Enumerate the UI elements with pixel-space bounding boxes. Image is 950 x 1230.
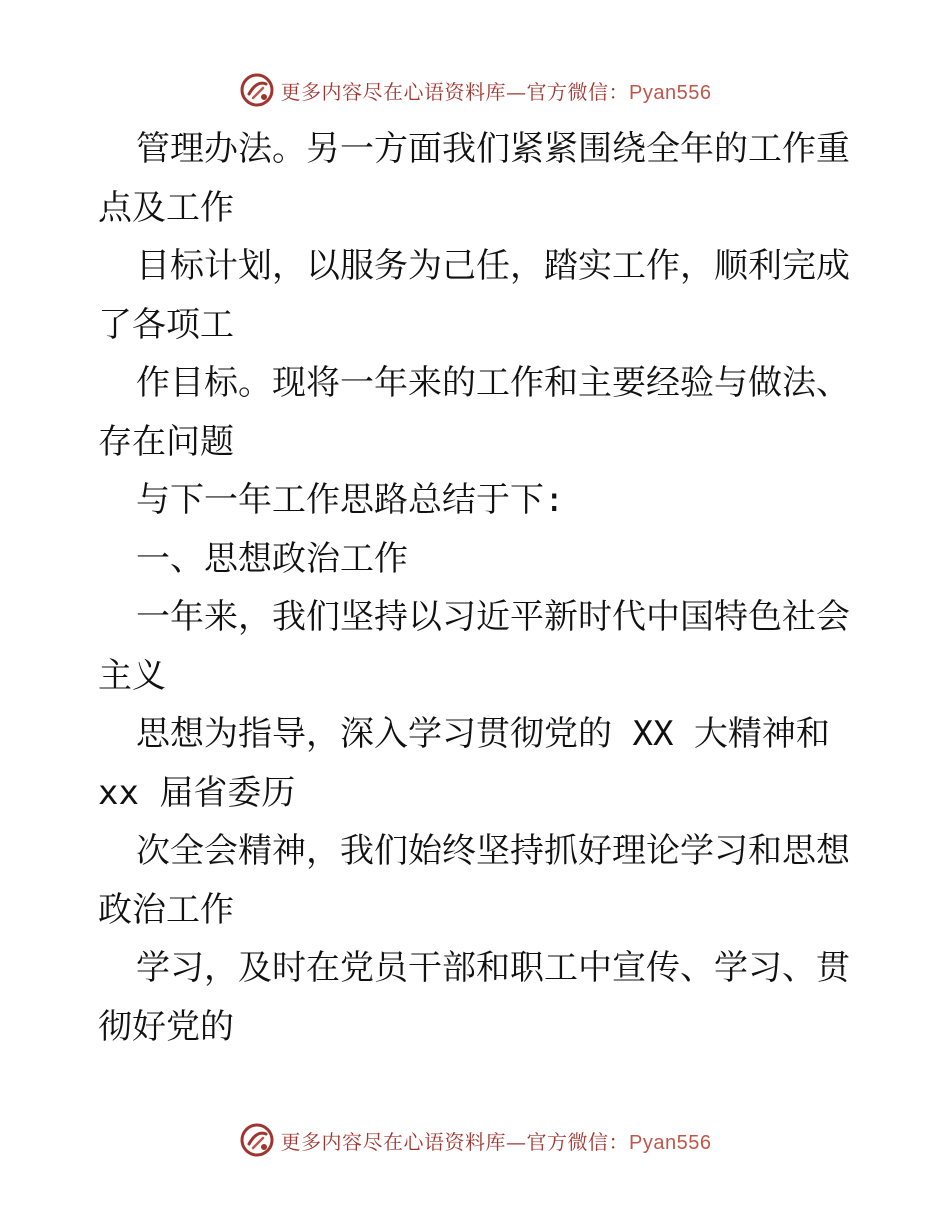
header-banner-text — [281, 76, 712, 105]
body-line-15: 学习，及时在党员干部和职工中宣传、学习、贯 — [136, 948, 850, 988]
body-line-16: 彻好党的 — [98, 1006, 234, 1047]
body-line-10: 主义 — [98, 655, 166, 696]
header-banner — [0, 70, 950, 110]
body-line-7: 与下一年工作思路总结于下: — [136, 480, 565, 520]
body-line-3: 目标计划，以服务为己任，踏实工作，顺利完成 — [136, 246, 850, 286]
body-line-9: 一年来，我们坚持以习近平新时代中国特色社会 — [136, 597, 850, 637]
body-line-5: 作目标。现将一年来的工作和主要经验与做法、 — [136, 363, 850, 403]
document-body — [98, 120, 858, 1056]
body-line-6: 存在问题 — [98, 421, 234, 462]
footer-wechat-id: Pyan556 — [629, 1131, 712, 1154]
footer-banner-main: 更多内容尽在心语资料库—官方微信： — [280, 1129, 630, 1154]
footer-banner — [0, 1120, 950, 1160]
body-line-4: 了各项工 — [98, 304, 234, 345]
body-line-14: 政治工作 — [98, 889, 234, 930]
body-line-2: 点及工作 — [98, 187, 234, 228]
header-wechat-id: Pyan556 — [629, 81, 712, 104]
section-heading: 一、思想政治工作 — [136, 538, 408, 579]
footer-banner-text — [281, 1126, 712, 1155]
header-banner-main: 更多内容尽在心语资料库—官方微信： — [280, 79, 630, 104]
body-line-1: 管理办法。另一方面我们紧紧围绕全年的工作重 — [136, 129, 850, 169]
body-line-12: xx 届省委历 — [98, 772, 296, 813]
body-line-11: 思想为指导，深入学习贯彻党的 XX 大精神和 — [136, 714, 830, 754]
seal-logo-icon — [239, 1122, 275, 1158]
body-line-13: 次全会精神，我们始终坚持抓好理论学习和思想 — [136, 831, 850, 871]
seal-logo-icon — [239, 72, 275, 108]
